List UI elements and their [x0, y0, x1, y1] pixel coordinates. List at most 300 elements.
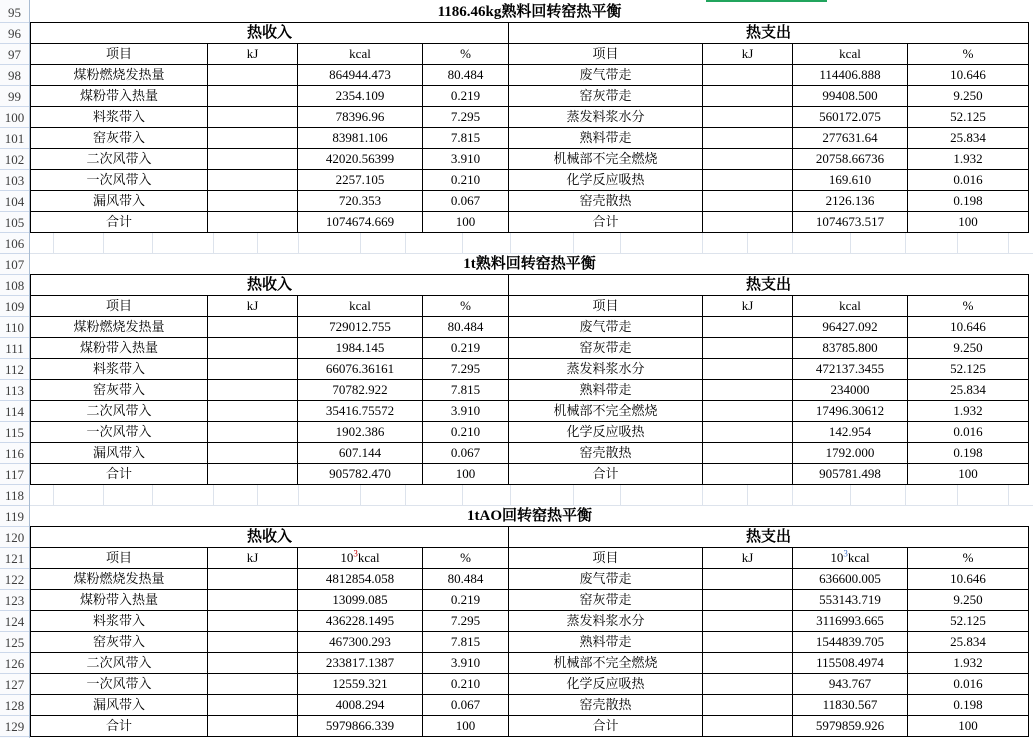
row-header[interactable]: 123	[0, 590, 29, 611]
cell-kj[interactable]	[703, 653, 793, 674]
gridline	[573, 233, 574, 253]
column-header-cell[interactable]: kcal	[298, 296, 423, 317]
cell-item[interactable]: 料浆带入	[31, 359, 208, 380]
cell-percent[interactable]: 100	[423, 716, 509, 737]
cell-item[interactable]: 窑灰带走	[509, 338, 703, 359]
gridline	[103, 485, 104, 505]
cell-item[interactable]: 合计	[31, 212, 208, 233]
cell-kcal[interactable]: 70782.922	[298, 380, 423, 401]
row-header[interactable]: 109	[0, 296, 29, 317]
row-header[interactable]: 127	[0, 674, 29, 695]
cell-item[interactable]: 窑灰带走	[509, 590, 703, 611]
gridline	[510, 485, 511, 505]
cell-percent[interactable]: 0.219	[423, 338, 509, 359]
row-header[interactable]: 118	[0, 485, 29, 506]
cell-percent[interactable]: 0.016	[908, 422, 1029, 443]
cell-item[interactable]: 漏风带入	[31, 191, 208, 212]
cell-percent[interactable]: 10.646	[908, 569, 1029, 590]
cell-percent[interactable]: 1.932	[908, 149, 1029, 170]
cell-percent[interactable]: 10.646	[908, 65, 1029, 86]
cell-kj[interactable]	[208, 590, 298, 611]
cell-kcal[interactable]: 142.954	[793, 422, 908, 443]
cell-item[interactable]: 机械部不完全燃烧	[509, 653, 703, 674]
cell-kcal[interactable]: 729012.755	[298, 317, 423, 338]
cell-item[interactable]: 煤粉燃烧发热量	[31, 65, 208, 86]
cell-kj[interactable]	[703, 569, 793, 590]
empty-row	[30, 485, 1033, 506]
cell-percent[interactable]: 0.210	[423, 170, 509, 191]
cell-percent[interactable]: 80.484	[423, 65, 509, 86]
cell-percent[interactable]: 0.198	[908, 443, 1029, 464]
gridline	[957, 485, 958, 505]
cell-percent[interactable]: 52.125	[908, 611, 1029, 632]
cell-percent[interactable]: 25.834	[908, 380, 1029, 401]
cell-kcal[interactable]: 436228.1495	[298, 611, 423, 632]
cell-kj[interactable]	[703, 65, 793, 86]
cell-kcal[interactable]: 11830.567	[793, 695, 908, 716]
row-header[interactable]: 125	[0, 632, 29, 653]
heat-balance-table	[30, 254, 1029, 485]
column-header-cell[interactable]: 项目	[31, 44, 208, 65]
cell-kcal[interactable]: 1902.386	[298, 422, 423, 443]
row-header[interactable]: 121	[0, 548, 29, 569]
row-header[interactable]: 117	[0, 464, 29, 485]
cell-percent[interactable]: 7.815	[423, 632, 509, 653]
cell-item[interactable]: 窑壳散热	[509, 191, 703, 212]
cell-item[interactable]: 合计	[31, 464, 208, 485]
row-header[interactable]: 112	[0, 359, 29, 380]
cell-kj[interactable]	[703, 128, 793, 149]
cell-percent[interactable]: 9.250	[908, 86, 1029, 107]
cell-percent[interactable]: 80.484	[423, 317, 509, 338]
cell-item[interactable]: 废气带走	[509, 65, 703, 86]
row-header[interactable]: 124	[0, 611, 29, 632]
cell-item[interactable]: 合计	[509, 212, 703, 233]
column-header-cell[interactable]: kJ	[208, 296, 298, 317]
cell-item[interactable]: 一次风带入	[31, 170, 208, 191]
section-header-cell[interactable]: 热收入	[31, 23, 509, 44]
gridline	[257, 485, 258, 505]
row-header[interactable]: 101	[0, 128, 29, 149]
cell-item[interactable]: 废气带走	[509, 317, 703, 338]
cell-kcal[interactable]: 20758.66736	[793, 149, 908, 170]
cell-kcal[interactable]: 4008.294	[298, 695, 423, 716]
cell-percent[interactable]: 1.932	[908, 653, 1029, 674]
cell-kj[interactable]	[703, 338, 793, 359]
cell-kj[interactable]	[208, 569, 298, 590]
cell-kj[interactable]	[208, 212, 298, 233]
gridline	[360, 233, 361, 253]
unit-exponent: 3	[843, 548, 848, 559]
cell-kj[interactable]	[208, 191, 298, 212]
cell-kj[interactable]	[703, 191, 793, 212]
cell-percent[interactable]: 0.219	[423, 86, 509, 107]
cell-kcal[interactable]: 553143.719	[793, 590, 908, 611]
cell-percent[interactable]: 100	[908, 212, 1029, 233]
cell-item[interactable]: 化学反应吸热	[509, 170, 703, 191]
cell-item[interactable]: 合计	[31, 716, 208, 737]
cell-item[interactable]: 窑灰带走	[509, 86, 703, 107]
cell-kj[interactable]	[208, 317, 298, 338]
cell-kcal[interactable]: 3116993.665	[793, 611, 908, 632]
cell-kcal[interactable]: 234000	[793, 380, 908, 401]
cell-kj[interactable]	[703, 212, 793, 233]
cell-item[interactable]: 二次风带入	[31, 401, 208, 422]
cell-kj[interactable]	[703, 401, 793, 422]
cell-kcal[interactable]: 1792.000	[793, 443, 908, 464]
column-header-cell[interactable]: 项目	[509, 548, 703, 569]
cell-kcal[interactable]: 83785.800	[793, 338, 908, 359]
cell-percent[interactable]: 100	[423, 464, 509, 485]
cell-item[interactable]: 漏风带入	[31, 443, 208, 464]
cell-kcal[interactable]: 467300.293	[298, 632, 423, 653]
cell-item[interactable]: 蒸发料浆水分	[509, 359, 703, 380]
cell-percent[interactable]: 7.295	[423, 359, 509, 380]
gridline	[792, 485, 793, 505]
cell-item[interactable]: 一次风带入	[31, 674, 208, 695]
cell-kj[interactable]	[208, 716, 298, 737]
cell-kj[interactable]	[208, 170, 298, 191]
cell-percent[interactable]: 100	[423, 212, 509, 233]
column-header-cell[interactable]: %	[908, 548, 1029, 569]
row-header[interactable]: 95	[0, 2, 29, 23]
column-header-cell[interactable]: %	[908, 44, 1029, 65]
cell-kj[interactable]	[208, 86, 298, 107]
cell-kcal[interactable]: 2354.109	[298, 86, 423, 107]
gridline	[747, 485, 748, 505]
cell-kj[interactable]	[703, 107, 793, 128]
row-header[interactable]: 111	[0, 338, 29, 359]
gridline	[152, 233, 153, 253]
column-header-cell[interactable]: kcal	[793, 296, 908, 317]
cell-item[interactable]: 化学反应吸热	[509, 422, 703, 443]
cell-kcal[interactable]: 1074673.517	[793, 212, 908, 233]
cell-kcal[interactable]: 35416.75572	[298, 401, 423, 422]
cell-percent[interactable]: 9.250	[908, 590, 1029, 611]
cell-kcal[interactable]: 96427.092	[793, 317, 908, 338]
row-header[interactable]: 114	[0, 401, 29, 422]
cell-item[interactable]: 熟料带走	[509, 632, 703, 653]
gridline	[702, 485, 703, 505]
cell-percent[interactable]: 3.910	[423, 401, 509, 422]
cell-kj[interactable]	[703, 632, 793, 653]
column-header-cell[interactable]: 项目	[31, 296, 208, 317]
cell-percent[interactable]: 7.295	[423, 107, 509, 128]
cell-kcal[interactable]: 17496.30612	[793, 401, 908, 422]
cell-kcal[interactable]: 905782.470	[298, 464, 423, 485]
gridline	[1008, 485, 1009, 505]
cell-item[interactable]: 煤粉燃烧发热量	[31, 317, 208, 338]
cell-kj[interactable]	[208, 611, 298, 632]
cell-percent[interactable]: 3.910	[423, 653, 509, 674]
cell-kj[interactable]	[703, 86, 793, 107]
column-header-cell[interactable]: kcal	[298, 44, 423, 65]
heat-balance-table	[30, 2, 1029, 233]
row-header-gutter	[0, 0, 30, 738]
table-title-cell[interactable]: 1tAO回转窑热平衡	[30, 506, 1029, 527]
cell-kj[interactable]	[703, 464, 793, 485]
cell-percent[interactable]: 0.210	[423, 674, 509, 695]
cell-kj[interactable]	[208, 443, 298, 464]
section-header-cell[interactable]: 热支出	[509, 527, 1029, 548]
cell-item[interactable]: 一次风带入	[31, 422, 208, 443]
row-header[interactable]: 106	[0, 233, 29, 254]
row-header[interactable]: 113	[0, 380, 29, 401]
cell-percent[interactable]: 7.815	[423, 128, 509, 149]
cell-kcal[interactable]: 66076.36161	[298, 359, 423, 380]
cell-kj[interactable]	[208, 632, 298, 653]
cell-percent[interactable]: 0.067	[423, 191, 509, 212]
row-header[interactable]: 103	[0, 170, 29, 191]
column-header-cell[interactable]: %	[423, 548, 509, 569]
cell-kcal[interactable]: 1984.145	[298, 338, 423, 359]
cell-kcal[interactable]: 13099.085	[298, 590, 423, 611]
cell-percent[interactable]: 7.295	[423, 611, 509, 632]
gridline	[905, 233, 906, 253]
gridline	[462, 233, 463, 253]
cell-item[interactable]: 煤粉燃烧发热量	[31, 569, 208, 590]
cell-kcal[interactable]: 943.767	[793, 674, 908, 695]
column-header-cell[interactable]: 项目	[31, 548, 208, 569]
section-header-cell[interactable]: 热收入	[31, 275, 509, 296]
gridline	[53, 485, 54, 505]
gridline	[702, 233, 703, 253]
cell-kcal[interactable]: 233817.1387	[298, 653, 423, 674]
section-header-cell[interactable]: 热支出	[509, 275, 1029, 296]
row-header[interactable]: 105	[0, 212, 29, 233]
cell-kj[interactable]	[208, 338, 298, 359]
row-header[interactable]: 97	[0, 44, 29, 65]
column-header-cell[interactable]: kJ	[208, 44, 298, 65]
unit-exponent: 3	[353, 548, 358, 559]
cell-kj[interactable]	[208, 464, 298, 485]
cell-kj[interactable]	[208, 149, 298, 170]
cell-kcal[interactable]: 636600.005	[793, 569, 908, 590]
column-header-cell[interactable]: kJ	[208, 548, 298, 569]
table-grid	[30, 275, 1029, 485]
gridline	[405, 233, 406, 253]
cell-kcal[interactable]: 99408.500	[793, 86, 908, 107]
table-title-cell[interactable]: 1186.46kg熟料回转窑热平衡	[30, 2, 1029, 23]
cell-item[interactable]: 煤粉带入热量	[31, 86, 208, 107]
cell-kcal[interactable]: 1544839.705	[793, 632, 908, 653]
gridline	[213, 485, 214, 505]
cell-item[interactable]: 废气带走	[509, 569, 703, 590]
cell-percent[interactable]: 0.210	[423, 422, 509, 443]
column-header-cell[interactable]: kcal	[793, 44, 908, 65]
column-header-cell[interactable]: kJ	[703, 44, 793, 65]
row-header[interactable]: 108	[0, 275, 29, 296]
cell-kj[interactable]	[208, 401, 298, 422]
cell-kj[interactable]	[208, 107, 298, 128]
cell-kj[interactable]	[208, 65, 298, 86]
cell-kcal[interactable]: 83981.106	[298, 128, 423, 149]
cell-kj[interactable]	[703, 590, 793, 611]
row-header[interactable]: 126	[0, 653, 29, 674]
cell-kcal[interactable]: 2126.136	[793, 191, 908, 212]
gridline	[298, 485, 299, 505]
cell-percent[interactable]: 25.834	[908, 632, 1029, 653]
cell-item[interactable]: 窑壳散热	[509, 695, 703, 716]
cell-percent[interactable]: 1.932	[908, 401, 1029, 422]
unit-suffix: kcal	[357, 550, 380, 565]
empty-row	[30, 233, 1033, 254]
gridline	[905, 485, 906, 505]
cell-kj[interactable]	[208, 422, 298, 443]
cell-item[interactable]: 窑灰带入	[31, 380, 208, 401]
cell-kcal[interactable]: 5979859.926	[793, 716, 908, 737]
gridline	[620, 233, 621, 253]
cell-kj[interactable]	[703, 716, 793, 737]
cell-item[interactable]: 窑壳散热	[509, 443, 703, 464]
cell-kcal[interactable]: 169.610	[793, 170, 908, 191]
cell-kcal[interactable]: 720.353	[298, 191, 423, 212]
cell-kcal[interactable]: 114406.888	[793, 65, 908, 86]
cell-item[interactable]: 料浆带入	[31, 107, 208, 128]
cell-kcal[interactable]: 115508.4974	[793, 653, 908, 674]
table-grid	[30, 23, 1029, 233]
gridline	[462, 485, 463, 505]
cell-item[interactable]: 化学反应吸热	[509, 674, 703, 695]
cell-kcal[interactable]: 5979866.339	[298, 716, 423, 737]
cell-kcal[interactable]: 2257.105	[298, 170, 423, 191]
cell-percent[interactable]: 0.198	[908, 191, 1029, 212]
gridline	[620, 485, 621, 505]
column-header-cell[interactable]: kJ	[703, 548, 793, 569]
cell-kcal[interactable]: 4812854.058	[298, 569, 423, 590]
cell-percent[interactable]: 100	[908, 464, 1029, 485]
cell-kj[interactable]	[703, 674, 793, 695]
gridline	[298, 233, 299, 253]
cell-item[interactable]: 煤粉带入热量	[31, 338, 208, 359]
row-header[interactable]: 129	[0, 716, 29, 737]
cell-kcal[interactable]: 42020.56399	[298, 149, 423, 170]
cell-kcal[interactable]: 1074674.669	[298, 212, 423, 233]
section-header-cell[interactable]: 热收入	[31, 527, 509, 548]
cell-kj[interactable]	[208, 653, 298, 674]
gridline	[53, 233, 54, 253]
cell-kcal[interactable]: 12559.321	[298, 674, 423, 695]
column-header-cell[interactable]: %	[423, 44, 509, 65]
row-header[interactable]: 120	[0, 527, 29, 548]
cell-kj[interactable]	[703, 443, 793, 464]
column-header-cell[interactable]: 项目	[509, 296, 703, 317]
cell-item[interactable]: 机械部不完全燃烧	[509, 401, 703, 422]
cell-percent[interactable]: 0.198	[908, 695, 1029, 716]
cell-kcal[interactable]: 560172.075	[793, 107, 908, 128]
cell-percent[interactable]: 52.125	[908, 359, 1029, 380]
cell-item[interactable]: 窑灰带入	[31, 128, 208, 149]
gridline	[103, 233, 104, 253]
cell-kj[interactable]	[703, 317, 793, 338]
row-header[interactable]: 116	[0, 443, 29, 464]
table-grid	[30, 527, 1029, 737]
cell-percent[interactable]: 0.067	[423, 695, 509, 716]
cell-item[interactable]: 煤粉带入热量	[31, 590, 208, 611]
cell-item[interactable]: 合计	[509, 464, 703, 485]
cell-percent[interactable]: 10.646	[908, 317, 1029, 338]
cell-item[interactable]: 熟料带走	[509, 380, 703, 401]
cell-item[interactable]: 熟料带走	[509, 128, 703, 149]
cell-kj[interactable]	[703, 170, 793, 191]
row-header[interactable]: 119	[0, 506, 29, 527]
cell-item[interactable]: 蒸发料浆水分	[509, 107, 703, 128]
cell-kcal[interactable]: 78396.96	[298, 107, 423, 128]
cell-percent[interactable]: 3.910	[423, 149, 509, 170]
cell-kj[interactable]	[208, 380, 298, 401]
column-header-cell[interactable]: %	[423, 296, 509, 317]
cell-kj[interactable]	[703, 149, 793, 170]
row-header[interactable]: 100	[0, 107, 29, 128]
section-header-cell[interactable]: 热支出	[509, 23, 1029, 44]
cell-item[interactable]: 二次风带入	[31, 149, 208, 170]
cell-kcal[interactable]: 472137.3455	[793, 359, 908, 380]
column-header-cell[interactable]: kJ	[703, 296, 793, 317]
row-header[interactable]: 98	[0, 65, 29, 86]
column-header-cell[interactable]	[793, 548, 908, 569]
cell-percent[interactable]: 9.250	[908, 338, 1029, 359]
row-header[interactable]: 102	[0, 149, 29, 170]
cell-kcal[interactable]: 607.144	[298, 443, 423, 464]
cell-percent[interactable]: 25.834	[908, 128, 1029, 149]
cell-percent[interactable]: 0.016	[908, 170, 1029, 191]
row-header[interactable]: 110	[0, 317, 29, 338]
cell-item[interactable]: 窑灰带入	[31, 632, 208, 653]
row-header[interactable]: 107	[0, 254, 29, 275]
cell-item[interactable]: 漏风带入	[31, 695, 208, 716]
cell-kj[interactable]	[703, 422, 793, 443]
column-header-cell[interactable]: 项目	[509, 44, 703, 65]
cell-kcal[interactable]: 277631.64	[793, 128, 908, 149]
cell-item[interactable]: 二次风带入	[31, 653, 208, 674]
gridline	[405, 485, 406, 505]
cell-kcal[interactable]: 864944.473	[298, 65, 423, 86]
cell-kj[interactable]	[703, 359, 793, 380]
gridline	[152, 485, 153, 505]
cell-percent[interactable]: 7.815	[423, 380, 509, 401]
column-header-cell[interactable]	[298, 548, 423, 569]
row-header[interactable]: 128	[0, 695, 29, 716]
cell-kj[interactable]	[703, 695, 793, 716]
cell-kj[interactable]	[703, 611, 793, 632]
cell-kj[interactable]	[208, 674, 298, 695]
row-header[interactable]: 96	[0, 23, 29, 44]
cell-kj[interactable]	[208, 128, 298, 149]
cell-item[interactable]: 蒸发料浆水分	[509, 611, 703, 632]
cell-percent[interactable]: 52.125	[908, 107, 1029, 128]
cell-item[interactable]: 机械部不完全燃烧	[509, 149, 703, 170]
row-header[interactable]: 115	[0, 422, 29, 443]
cell-percent[interactable]: 0.016	[908, 674, 1029, 695]
cell-percent[interactable]: 100	[908, 716, 1029, 737]
cell-item[interactable]: 料浆带入	[31, 611, 208, 632]
cell-kcal[interactable]: 905781.498	[793, 464, 908, 485]
row-header[interactable]: 122	[0, 569, 29, 590]
cell-percent[interactable]: 0.067	[423, 443, 509, 464]
cell-kj[interactable]	[208, 359, 298, 380]
cell-percent[interactable]: 0.219	[423, 590, 509, 611]
cell-percent[interactable]: 80.484	[423, 569, 509, 590]
cell-kj[interactable]	[208, 695, 298, 716]
cell-kj[interactable]	[703, 380, 793, 401]
gridline	[957, 233, 958, 253]
cell-item[interactable]: 合计	[509, 716, 703, 737]
row-header[interactable]: 104	[0, 191, 29, 212]
table-title-cell[interactable]: 1t熟料回转窑热平衡	[30, 254, 1029, 275]
row-header[interactable]: 99	[0, 86, 29, 107]
column-header-cell[interactable]: %	[908, 296, 1029, 317]
gridline	[850, 485, 851, 505]
